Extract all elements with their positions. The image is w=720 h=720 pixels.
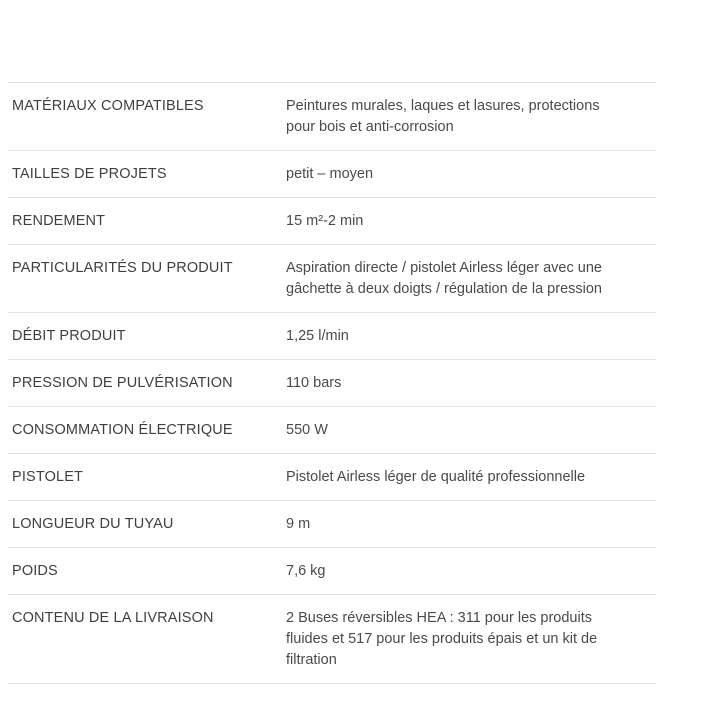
spec-value [284, 360, 656, 407]
table-row [8, 245, 656, 313]
specifications-table [8, 82, 656, 684]
table-row [8, 313, 656, 360]
spec-value-line: 110 bars [286, 375, 342, 392]
spec-value [284, 595, 656, 684]
table-row [8, 198, 656, 245]
spec-value-line: Peintures murales, laques et lasures, protections [286, 98, 600, 114]
spec-value [284, 245, 656, 313]
spec-label: PISTOLET [12, 469, 84, 486]
spec-value-line: gâchette à deux doigts / régulation de la pression [286, 281, 602, 298]
spec-value [284, 151, 656, 198]
specifications-table-body [8, 83, 656, 684]
spec-value-line: 2 Buses réversibles HEA : 311 pour les produits [286, 610, 593, 627]
table-row [8, 501, 656, 548]
spec-value-line: Aspiration directe / pistolet Airless léger avec une [286, 260, 602, 277]
spec-value [284, 548, 656, 595]
spec-label: POIDS [12, 563, 58, 580]
table-row [8, 151, 656, 198]
table-row [8, 595, 656, 684]
spec-label: PRESSION DE PULVÉRISATION [12, 375, 233, 392]
spec-label: LONGUEUR DU TUYAU [12, 516, 174, 533]
spec-value [284, 83, 656, 151]
spec-value [284, 501, 656, 548]
spec-value-line: pour bois et anti-corrosion [286, 119, 454, 136]
spec-value-line: Pistolet Airless léger de qualité professionnelle [286, 469, 586, 486]
spec-label: RENDEMENT [12, 213, 106, 230]
table-row [8, 454, 656, 501]
spec-label: CONTENU DE LA LIVRAISON [12, 610, 214, 627]
spec-label: MATÉRIAUX COMPATIBLES [12, 98, 204, 114]
spec-value-line: filtration [286, 652, 337, 669]
spec-value-line: 550 W [286, 422, 328, 439]
table-row [8, 407, 656, 454]
table-row [8, 360, 656, 407]
spec-label: CONSOMMATION ÉLECTRIQUE [12, 422, 233, 439]
specifications-sheet [8, 82, 656, 684]
spec-value [284, 313, 656, 360]
spec-label: PARTICULARITÉS DU PRODUIT [12, 260, 233, 277]
spec-value-line: petit – moyen [286, 166, 374, 183]
spec-value [284, 454, 656, 501]
spec-value-line: 9 m [286, 516, 311, 533]
spec-label: DÉBIT PRODUIT [12, 328, 126, 345]
table-row [8, 83, 656, 151]
spec-value-line: fluides et 517 pour les produits épais et un kit de [286, 631, 598, 648]
table-row [8, 548, 656, 595]
spec-label: TAILLES DE PROJETS [12, 166, 167, 183]
spec-value-line: 15 m²-2 min [286, 213, 364, 230]
spec-value [284, 407, 656, 454]
spec-value-line: 1,25 l/min [286, 328, 349, 345]
spec-value-line: 7,6 kg [286, 563, 326, 580]
spec-value [284, 198, 656, 245]
